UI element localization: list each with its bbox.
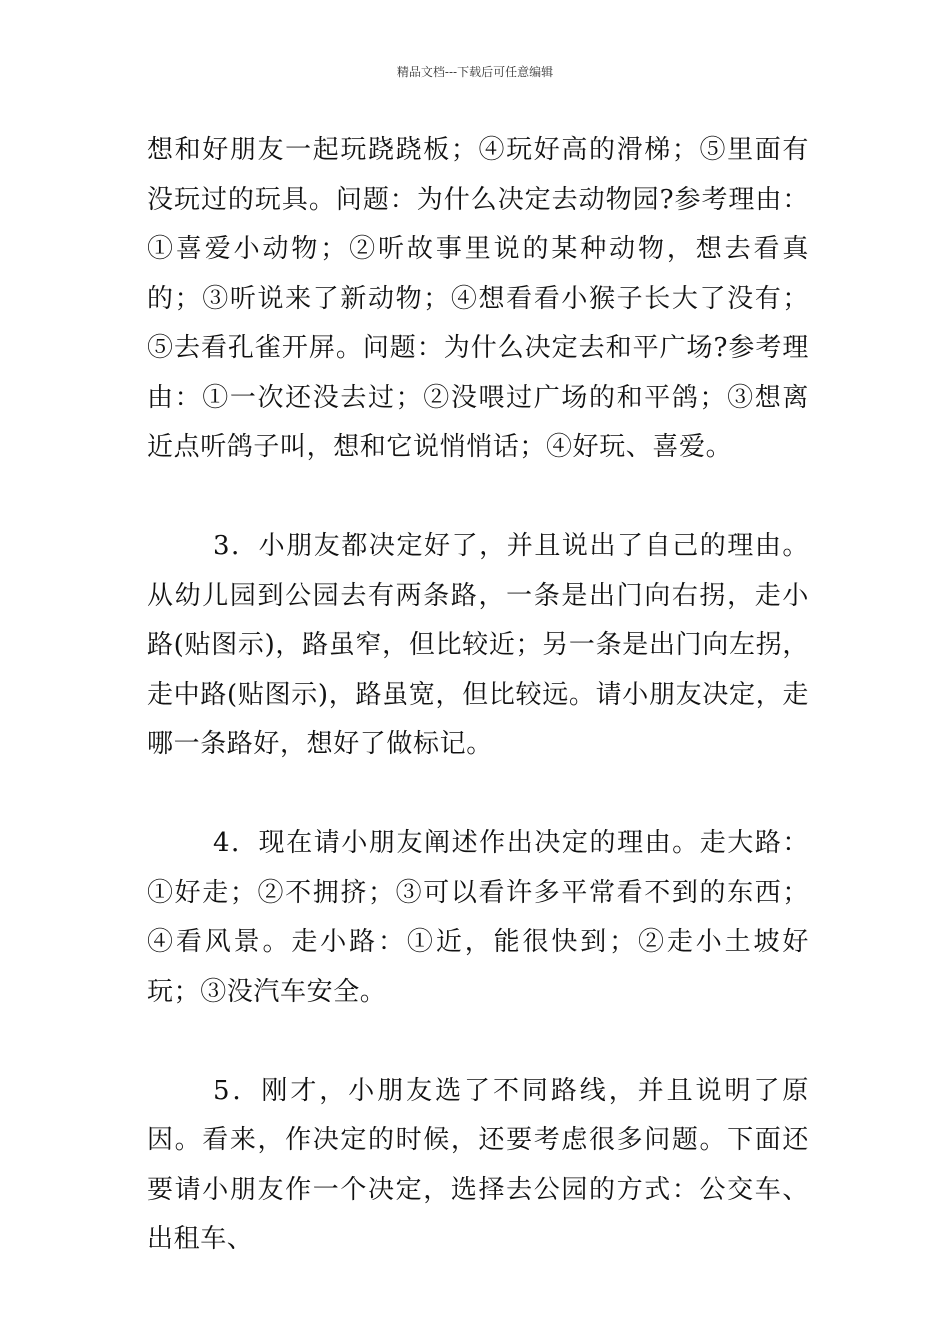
paragraph-step-3: 3．小朋友都决定好了，并且说出了自己的理由。从幼儿园到公园去有两条路，一条是出门向右拐，走小路(贴图示)，路虽窄，但比较近；另一条是出门向左拐，走中路(贴图示)，路虽宽，但比较远。请小朋友决定，走哪一条路好，想好了做标记。 [147,531,809,759]
page-header: 精品文档---下载后可任意编辑 [396,65,554,79]
paragraph-step-5: 5．刚才，小朋友选了不同路线，并且说明了原因。看来，作决定的时候，还要考虑很多问题。下面还要请小朋友作一个决定，选择去公园的方式：公交车、出租车、 [147,1075,809,1254]
paragraph-spacer [147,770,809,820]
paragraph-continued: 想和好朋友一起玩跷跷板；④玩好高的滑梯；⑤里面有没玩过的玩具。问题：为什么决定去动物园?参考理由：①喜爱小动物；②听故事里说的某种动物，想去看真的；③听说来了新动物；④想看看小猴子长大了没有；⑤去看孔雀开屏。问题：为什么决定去和平广场?参考理由：①一次还没去过；②没喂过广场的和平鸽；③想离近点听鸽子叫，想和它说悄悄话；④好玩、喜爱。 [147,135,809,462]
paragraph-step-4: 4．现在请小朋友阐述作出决定的理由。走大路：①好走；②不拥挤；③可以看许多平常看不到的东西；④看风景。走小路：①近，能很快到；②走小土坡好玩；③没汽车安全。 [147,828,809,1007]
paragraph-spacer [147,1017,809,1067]
paragraph-spacer [147,473,809,523]
document-body [147,126,809,1265]
